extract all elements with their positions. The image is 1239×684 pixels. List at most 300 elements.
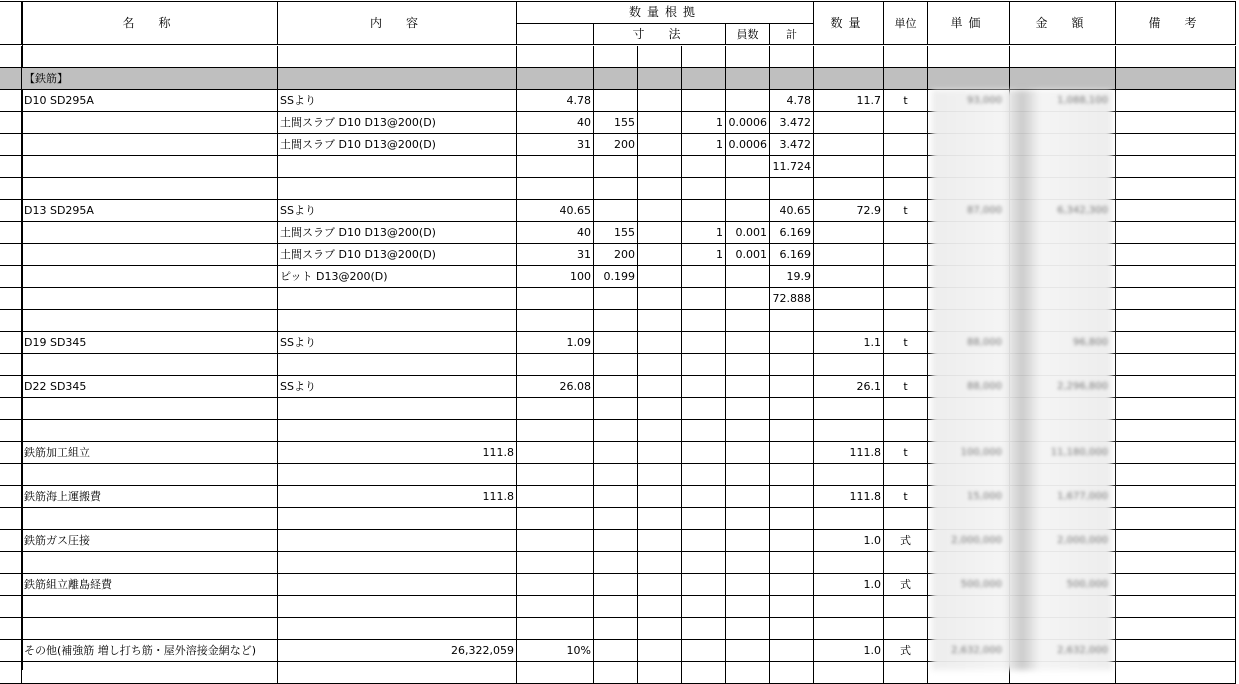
grid-cell[interactable] (278, 398, 517, 420)
row-number-cell[interactable] (0, 618, 22, 640)
cell-unit[interactable]: 式 (884, 574, 928, 596)
grid-cell[interactable] (1116, 354, 1236, 376)
grid-cell[interactable] (682, 46, 726, 68)
header-unit[interactable]: 単位 (884, 2, 928, 45)
cell-count[interactable]: 1 (682, 112, 726, 134)
cell-content[interactable]: 土間スラブ D10 D13@200(D) (278, 244, 517, 266)
grid-cell[interactable] (884, 244, 928, 266)
grid-cell[interactable] (638, 310, 682, 332)
cell-d1[interactable]: 1.09 (517, 332, 594, 354)
grid-cell[interactable] (814, 508, 884, 530)
grid-cell[interactable] (638, 618, 682, 640)
grid-cell[interactable] (517, 354, 594, 376)
grid-cell[interactable] (814, 288, 884, 310)
cell-name[interactable]: 鉄筋加工組立 (22, 442, 278, 464)
cell-name[interactable]: 鉄筋海上運搬費 (22, 486, 278, 508)
grid-cell[interactable] (770, 596, 814, 618)
grid-cell[interactable] (638, 222, 682, 244)
grid-cell[interactable] (638, 288, 682, 310)
grid-cell[interactable] (638, 530, 682, 552)
cell-unit[interactable]: t (884, 90, 928, 112)
grid-cell[interactable] (278, 464, 517, 486)
grid-cell[interactable] (594, 398, 638, 420)
grid-cell[interactable] (884, 310, 928, 332)
grid-cell[interactable] (726, 640, 770, 662)
cell-content[interactable]: 土間スラブ D10 D13@200(D) (278, 112, 517, 134)
grid-cell[interactable] (884, 464, 928, 486)
row-number-cell[interactable] (0, 134, 22, 156)
cell-total[interactable]: 19.9 (770, 266, 814, 288)
grid-cell[interactable] (770, 618, 814, 640)
cell-name[interactable]: D19 SD345 (22, 332, 278, 354)
cell-d1[interactable]: 100 (517, 266, 594, 288)
cell-unit[interactable]: t (884, 200, 928, 222)
cell-d4[interactable]: 0.001 (726, 244, 770, 266)
grid-cell[interactable] (726, 68, 770, 90)
cell-d1[interactable]: 10% (517, 640, 594, 662)
grid-cell[interactable] (1116, 266, 1236, 288)
grid-cell[interactable] (884, 596, 928, 618)
grid-cell[interactable] (884, 134, 928, 156)
grid-cell[interactable] (278, 354, 517, 376)
cell-d2[interactable]: 200 (594, 134, 638, 156)
cell-content-num[interactable]: 26,322,059 (278, 640, 517, 662)
grid-cell[interactable] (814, 618, 884, 640)
grid-cell[interactable] (517, 464, 594, 486)
row-number-cell[interactable] (0, 420, 22, 442)
grid-cell[interactable] (682, 90, 726, 112)
grid-cell[interactable] (1116, 46, 1236, 68)
grid-cell[interactable] (22, 398, 278, 420)
grid-cell[interactable] (770, 398, 814, 420)
cell-name[interactable]: その他(補強筋 増し打ち筋・屋外溶接金網など) (22, 640, 278, 662)
grid-cell[interactable] (814, 464, 884, 486)
grid-cell[interactable] (814, 398, 884, 420)
grid-cell[interactable] (884, 112, 928, 134)
grid-cell[interactable] (726, 310, 770, 332)
cell-unit[interactable]: 式 (884, 640, 928, 662)
header-quantity-basis[interactable]: 数量根拠 (517, 2, 814, 24)
grid-cell[interactable] (22, 596, 278, 618)
grid-cell[interactable] (594, 574, 638, 596)
cell-qty[interactable]: 111.8 (814, 486, 884, 508)
row-number-cell[interactable] (0, 332, 22, 354)
row-number-cell[interactable] (0, 530, 22, 552)
grid-cell[interactable] (814, 552, 884, 574)
cell-name[interactable]: D10 SD295A (22, 90, 278, 112)
grid-cell[interactable] (278, 178, 517, 200)
grid-cell[interactable] (770, 662, 814, 684)
cell-unit[interactable]: t (884, 332, 928, 354)
grid-cell[interactable] (638, 332, 682, 354)
grid-cell[interactable] (770, 508, 814, 530)
grid-cell[interactable] (517, 46, 594, 68)
grid-cell[interactable] (726, 156, 770, 178)
row-number-header[interactable] (0, 2, 22, 45)
row-number-cell[interactable] (0, 288, 22, 310)
grid-cell[interactable] (594, 68, 638, 90)
grid-cell[interactable] (682, 464, 726, 486)
row-number-cell[interactable] (0, 156, 22, 178)
grid-cell[interactable] (928, 68, 1010, 90)
row-number-cell[interactable] (0, 596, 22, 618)
grid-cell[interactable] (1116, 222, 1236, 244)
grid-cell[interactable] (814, 310, 884, 332)
grid-cell[interactable] (1010, 46, 1116, 68)
grid-cell[interactable] (517, 398, 594, 420)
grid-cell[interactable] (22, 178, 278, 200)
grid-cell[interactable] (770, 332, 814, 354)
cell-content[interactable]: SSより (278, 376, 517, 398)
cell-unit[interactable]: 式 (884, 530, 928, 552)
row-number-cell[interactable] (0, 640, 22, 662)
grid-cell[interactable] (638, 46, 682, 68)
row-number-cell[interactable] (0, 112, 22, 134)
grid-cell[interactable] (517, 618, 594, 640)
grid-cell[interactable] (814, 266, 884, 288)
grid-cell[interactable] (278, 68, 517, 90)
header-count[interactable]: 員数 (726, 24, 770, 45)
grid-cell[interactable] (814, 222, 884, 244)
grid-cell[interactable] (517, 68, 594, 90)
row-number-cell[interactable] (0, 68, 22, 90)
grid-cell[interactable] (770, 640, 814, 662)
grid-cell[interactable] (517, 662, 594, 684)
grid-cell[interactable] (517, 596, 594, 618)
row-number-cell[interactable] (0, 310, 22, 332)
grid-cell[interactable] (1116, 508, 1236, 530)
grid-cell[interactable] (22, 618, 278, 640)
grid-cell[interactable] (594, 288, 638, 310)
grid-cell[interactable] (1116, 574, 1236, 596)
grid-cell[interactable] (22, 310, 278, 332)
grid-cell[interactable] (726, 354, 770, 376)
cell-qty[interactable]: 1.0 (814, 530, 884, 552)
row-number-cell[interactable] (0, 90, 22, 112)
header-remarks[interactable]: 備 考 (1116, 2, 1236, 45)
cell-d1[interactable]: 40 (517, 222, 594, 244)
cell-content[interactable]: SSより (278, 200, 517, 222)
cell-d4[interactable]: 0.0006 (726, 112, 770, 134)
grid-cell[interactable] (770, 530, 814, 552)
grid-cell[interactable] (594, 618, 638, 640)
cell-count[interactable]: 1 (682, 134, 726, 156)
grid-cell[interactable] (726, 442, 770, 464)
grid-cell[interactable] (638, 574, 682, 596)
grid-cell[interactable] (1116, 486, 1236, 508)
grid-cell[interactable] (517, 552, 594, 574)
grid-cell[interactable] (22, 464, 278, 486)
cell-name[interactable]: 鉄筋ガス圧接 (22, 530, 278, 552)
cell-name[interactable]: D22 SD345 (22, 376, 278, 398)
grid-cell[interactable] (1116, 420, 1236, 442)
cell-d2[interactable]: 0.199 (594, 266, 638, 288)
grid-cell[interactable] (884, 266, 928, 288)
grid-cell[interactable] (682, 530, 726, 552)
cell-content[interactable]: SSより (278, 332, 517, 354)
grid-cell[interactable] (770, 464, 814, 486)
grid-cell[interactable] (638, 90, 682, 112)
grid-cell[interactable] (884, 354, 928, 376)
cell-content[interactable]: 土間スラブ D10 D13@200(D) (278, 134, 517, 156)
grid-cell[interactable] (1116, 178, 1236, 200)
grid-cell[interactable] (278, 552, 517, 574)
grid-cell[interactable] (726, 178, 770, 200)
grid-cell[interactable] (726, 332, 770, 354)
grid-cell[interactable] (22, 222, 278, 244)
grid-cell[interactable] (594, 530, 638, 552)
row-number-cell[interactable] (0, 486, 22, 508)
grid-cell[interactable] (770, 68, 814, 90)
grid-cell[interactable] (638, 398, 682, 420)
grid-cell[interactable] (638, 464, 682, 486)
cell-d2[interactable]: 155 (594, 112, 638, 134)
grid-cell[interactable] (726, 464, 770, 486)
grid-cell[interactable] (770, 574, 814, 596)
grid-cell[interactable] (22, 552, 278, 574)
grid-cell[interactable] (682, 662, 726, 684)
grid-cell[interactable] (638, 134, 682, 156)
grid-cell[interactable] (726, 618, 770, 640)
grid-cell[interactable] (1116, 552, 1236, 574)
cell-content[interactable]: SSより (278, 90, 517, 112)
grid-cell[interactable] (22, 420, 278, 442)
grid-cell[interactable] (594, 178, 638, 200)
grid-cell[interactable] (814, 596, 884, 618)
grid-cell[interactable] (770, 420, 814, 442)
grid-cell[interactable] (638, 200, 682, 222)
grid-cell[interactable] (770, 354, 814, 376)
header-amount[interactable]: 金 額 (1010, 2, 1116, 45)
row-number-cell[interactable] (0, 552, 22, 574)
grid-cell[interactable] (682, 596, 726, 618)
row-number-cell[interactable] (0, 46, 22, 68)
grid-cell[interactable] (814, 420, 884, 442)
grid-cell[interactable] (594, 354, 638, 376)
cell-qty[interactable]: 1.1 (814, 332, 884, 354)
cell-total[interactable]: 4.78 (770, 90, 814, 112)
grid-cell[interactable] (278, 288, 517, 310)
grid-cell[interactable] (638, 662, 682, 684)
grid-cell[interactable] (1116, 618, 1236, 640)
cell-name[interactable]: 鉄筋組立離島経費 (22, 574, 278, 596)
grid-cell[interactable] (726, 90, 770, 112)
cell-d1[interactable]: 40.65 (517, 200, 594, 222)
grid-cell[interactable] (884, 46, 928, 68)
grid-cell[interactable] (726, 596, 770, 618)
grid-cell[interactable] (682, 618, 726, 640)
grid-cell[interactable] (517, 508, 594, 530)
cell-content[interactable]: ピット D13@200(D) (278, 266, 517, 288)
grid-cell[interactable] (814, 178, 884, 200)
grid-cell[interactable] (1116, 332, 1236, 354)
grid-cell[interactable] (278, 508, 517, 530)
grid-cell[interactable] (884, 68, 928, 90)
grid-cell[interactable] (22, 662, 278, 684)
grid-cell[interactable] (726, 46, 770, 68)
row-number-cell[interactable] (0, 200, 22, 222)
cell-qty[interactable]: 111.8 (814, 442, 884, 464)
grid-cell[interactable] (638, 376, 682, 398)
grid-cell[interactable] (770, 552, 814, 574)
grid-cell[interactable] (682, 310, 726, 332)
grid-cell[interactable] (726, 266, 770, 288)
row-number-cell[interactable] (0, 376, 22, 398)
grid-cell[interactable] (1116, 288, 1236, 310)
grid-cell[interactable] (638, 486, 682, 508)
cell-d4[interactable]: 0.0006 (726, 134, 770, 156)
cell-d2[interactable]: 155 (594, 222, 638, 244)
grid-cell[interactable] (682, 442, 726, 464)
grid-cell[interactable] (884, 178, 928, 200)
grid-cell[interactable] (638, 178, 682, 200)
grid-cell[interactable] (1116, 134, 1236, 156)
grid-cell[interactable] (1116, 112, 1236, 134)
header-total[interactable]: 計 (770, 24, 814, 45)
grid-cell[interactable] (594, 596, 638, 618)
grid-cell[interactable] (884, 420, 928, 442)
grid-cell[interactable] (682, 332, 726, 354)
grid-cell[interactable] (682, 398, 726, 420)
header-basis-blank[interactable] (517, 24, 594, 45)
cell-total[interactable]: 6.169 (770, 222, 814, 244)
grid-cell[interactable] (682, 200, 726, 222)
grid-cell[interactable] (726, 376, 770, 398)
row-number-cell[interactable] (0, 574, 22, 596)
grid-cell[interactable] (638, 508, 682, 530)
cell-count[interactable]: 1 (682, 222, 726, 244)
grid-cell[interactable] (770, 310, 814, 332)
grid-cell[interactable] (770, 376, 814, 398)
grid-cell[interactable] (770, 486, 814, 508)
grid-cell[interactable] (22, 354, 278, 376)
grid-cell[interactable] (814, 134, 884, 156)
grid-cell[interactable] (682, 508, 726, 530)
cell-total[interactable]: 72.888 (770, 288, 814, 310)
grid-cell[interactable] (594, 662, 638, 684)
cell-qty[interactable]: 11.7 (814, 90, 884, 112)
grid-cell[interactable] (594, 46, 638, 68)
grid-cell[interactable] (638, 112, 682, 134)
grid-cell[interactable] (884, 398, 928, 420)
grid-cell[interactable] (1116, 640, 1236, 662)
grid-cell[interactable] (1116, 200, 1236, 222)
grid-cell[interactable] (594, 464, 638, 486)
grid-cell[interactable] (682, 486, 726, 508)
grid-cell[interactable] (517, 288, 594, 310)
grid-cell[interactable] (594, 640, 638, 662)
grid-cell[interactable] (638, 68, 682, 90)
grid-cell[interactable] (638, 420, 682, 442)
row-number-cell[interactable] (0, 222, 22, 244)
grid-cell[interactable] (726, 574, 770, 596)
grid-cell[interactable] (517, 178, 594, 200)
grid-cell[interactable] (278, 596, 517, 618)
cell-content-num[interactable]: 111.8 (278, 442, 517, 464)
grid-cell[interactable] (1116, 90, 1236, 112)
grid-cell[interactable] (278, 420, 517, 442)
grid-cell[interactable] (594, 332, 638, 354)
grid-cell[interactable] (682, 354, 726, 376)
grid-cell[interactable] (517, 156, 594, 178)
grid-cell[interactable] (682, 376, 726, 398)
grid-cell[interactable] (22, 112, 278, 134)
grid-cell[interactable] (682, 574, 726, 596)
cell-total[interactable]: 11.724 (770, 156, 814, 178)
grid-cell[interactable] (726, 398, 770, 420)
grid-cell[interactable] (638, 596, 682, 618)
grid-cell[interactable] (682, 552, 726, 574)
grid-cell[interactable] (726, 486, 770, 508)
grid-cell[interactable] (638, 266, 682, 288)
grid-cell[interactable] (278, 156, 517, 178)
grid-cell[interactable] (594, 420, 638, 442)
grid-cell[interactable] (726, 508, 770, 530)
cell-d2[interactable]: 200 (594, 244, 638, 266)
grid-cell[interactable] (1116, 376, 1236, 398)
grid-cell[interactable] (770, 442, 814, 464)
grid-cell[interactable] (22, 508, 278, 530)
grid-cell[interactable] (278, 574, 517, 596)
grid-cell[interactable] (1116, 244, 1236, 266)
row-number-cell[interactable] (0, 442, 22, 464)
grid-cell[interactable] (884, 156, 928, 178)
grid-cell[interactable] (517, 486, 594, 508)
grid-cell[interactable] (638, 354, 682, 376)
cell-d1[interactable]: 40 (517, 112, 594, 134)
grid-cell[interactable] (594, 90, 638, 112)
cell-qty[interactable]: 1.0 (814, 574, 884, 596)
grid-cell[interactable] (814, 662, 884, 684)
grid-cell[interactable] (726, 552, 770, 574)
grid-cell[interactable] (884, 618, 928, 640)
grid-cell[interactable] (884, 222, 928, 244)
grid-cell[interactable] (1116, 530, 1236, 552)
grid-cell[interactable] (22, 288, 278, 310)
grid-cell[interactable] (814, 156, 884, 178)
grid-cell[interactable] (726, 530, 770, 552)
grid-cell[interactable] (22, 46, 278, 68)
grid-cell[interactable] (594, 156, 638, 178)
grid-cell[interactable] (594, 442, 638, 464)
grid-cell[interactable] (726, 200, 770, 222)
grid-cell[interactable] (278, 662, 517, 684)
grid-cell[interactable] (682, 640, 726, 662)
cell-unit[interactable]: t (884, 486, 928, 508)
row-number-cell[interactable] (0, 354, 22, 376)
grid-cell[interactable] (814, 354, 884, 376)
grid-cell[interactable] (884, 552, 928, 574)
grid-cell[interactable] (814, 112, 884, 134)
row-number-cell[interactable] (0, 244, 22, 266)
cell-content[interactable]: 土間スラブ D10 D13@200(D) (278, 222, 517, 244)
grid-cell[interactable] (1116, 596, 1236, 618)
grid-cell[interactable] (682, 420, 726, 442)
row-number-cell[interactable] (0, 266, 22, 288)
grid-cell[interactable] (682, 178, 726, 200)
header-unit-price[interactable]: 単価 (928, 2, 1010, 45)
grid-cell[interactable] (814, 244, 884, 266)
grid-cell[interactable] (517, 442, 594, 464)
grid-cell[interactable] (278, 46, 517, 68)
grid-cell[interactable] (517, 574, 594, 596)
cell-count[interactable]: 1 (682, 244, 726, 266)
grid-cell[interactable] (1116, 398, 1236, 420)
cell-d1[interactable]: 31 (517, 134, 594, 156)
cell-unit[interactable]: t (884, 442, 928, 464)
grid-cell[interactable] (726, 420, 770, 442)
cell-content-num[interactable]: 111.8 (278, 486, 517, 508)
